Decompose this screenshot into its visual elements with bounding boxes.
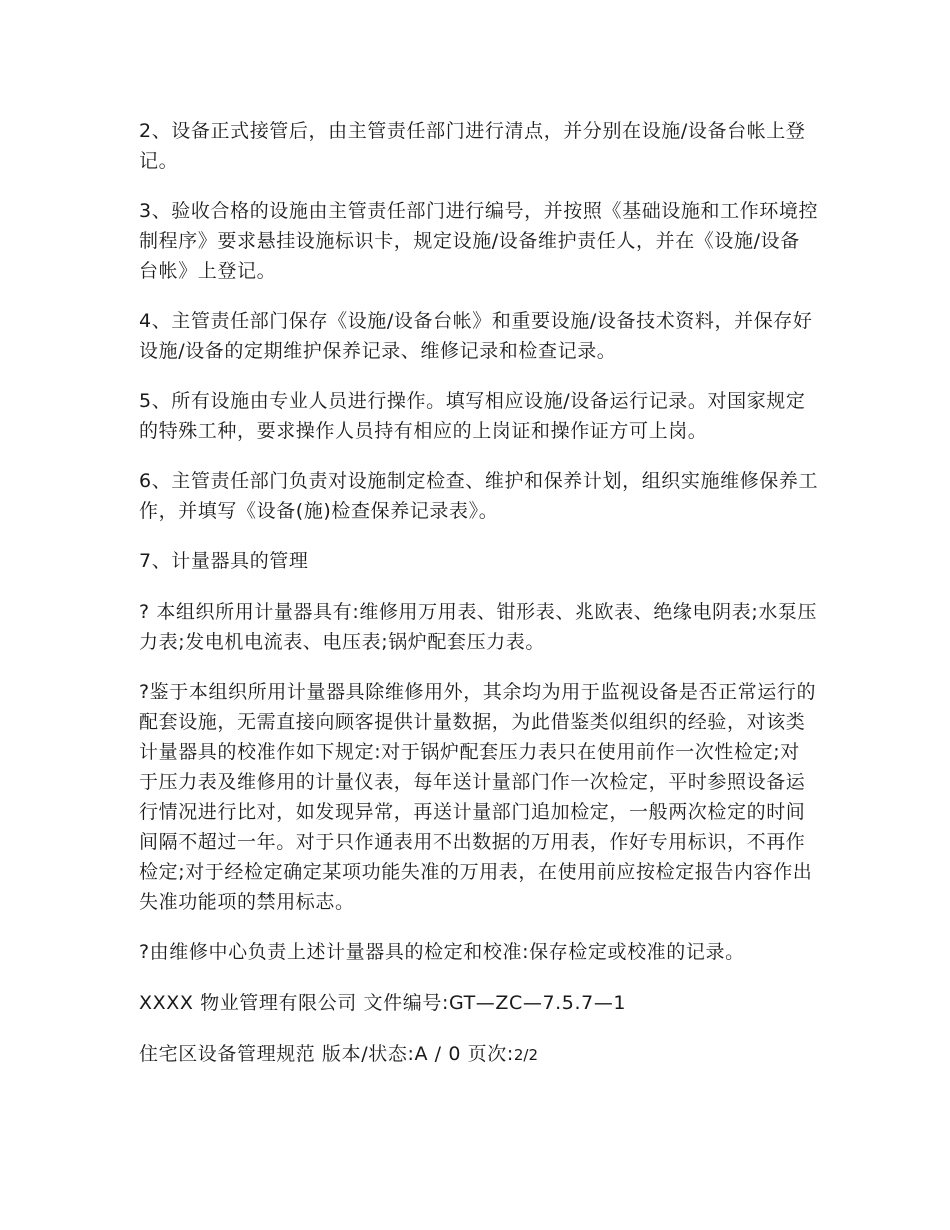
document-page xyxy=(139,116,819,1091)
footer-company-docno: XXXX 物业管理有限公司 文件编号:GT—ZC—7.5.7—1 xyxy=(139,992,627,1014)
paragraph-3: 3、验收合格的设施由主管责任部门进行编号，并按照《基础设施和工作环境控制程序》要求悬挂设施标识卡，规定设施/设备维护责任人，并在《设施/设备台帐》上登记。 xyxy=(139,200,819,282)
paragraph-4: 4、主管责任部门保存《设施/设备台帐》和重要设施/设备技术资料，并保存好设施/设备的定期维护保养记录、维修记录和检查记录。 xyxy=(139,310,813,362)
footer-spec-version xyxy=(139,1039,819,1070)
paragraph-responsibility: ?由维修中心负责上述计量器具的检定和校准:保存检定或校准的记录。 xyxy=(139,941,745,963)
paragraph-instruments-list: ? 本组织所用计量器具有:维修用万用表、钳形表、兆欧表、绝缘电阴表;水泵压力表;发电机电流表、电压表;锅炉配套压力表。 xyxy=(139,601,818,653)
paragraph-2: 2、设备正式接管后，由主管责任部门进行清点，并分别在设施/设备台帐上登记。 xyxy=(139,120,806,172)
paragraph-calibration-rules: ?鉴于本组织所用计量器具除维修用外，其余均为用于监视设备是否正常运行的配套设施，无需直接向顾客提供计量数据，为此借鉴类似组织的经验，对该类计量器具的校准作如下规定:对于锅炉配套压力表只在使用前作一次性检定;对于压力表及维修用的计量仪表，每年送计量部门作一次检定，平时参照设备运行情况进行比对，如发现异常，再送计量部门追加检定，一般两次检定的时间间隔不超过一年。对于只作通表用不出数据的万用表，作好专用标识，不再作检定;对于经检定确定某项功能失准的万用表，在使用前应按检定报告内容作出失准功能项的禁用标志。 xyxy=(139,681,817,913)
section-heading-7: 7、计量器具的管理 xyxy=(139,550,309,572)
paragraph-6: 6、主管责任部门负责对设施制定检查、维护和保养计划，组织实施维修保养工作，并填写《设备(施)检查保养记录表》。 xyxy=(139,470,819,522)
page-number: 2/2 xyxy=(513,1046,538,1064)
paragraph-5: 5、所有设施由专业人员进行操作。填写相应设施/设备运行记录。对国家规定的特殊工种，要求操作人员持有相应的上岗证和操作证方可上岗。 xyxy=(139,390,806,442)
footer-spec-text: 住宅区设备管理规范 版本/状态:A / 0 页次: xyxy=(139,1043,514,1065)
